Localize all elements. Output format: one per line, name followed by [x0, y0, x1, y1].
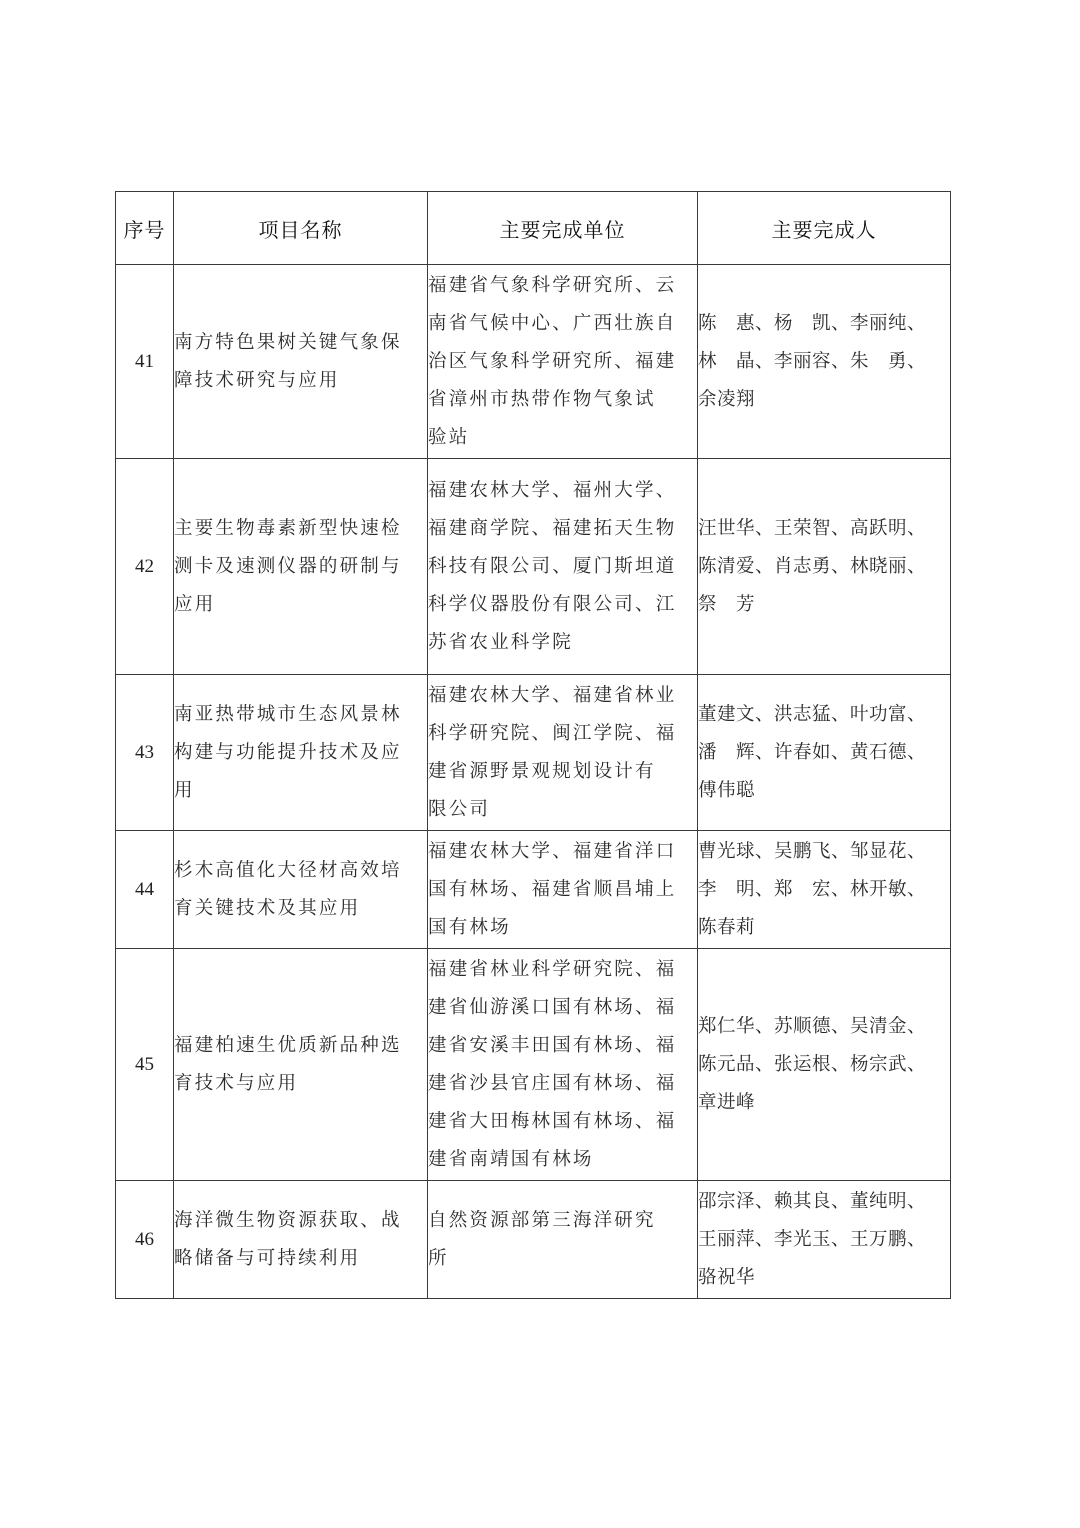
text-line: 福建农林大学、福建省林业 — [428, 684, 677, 706]
table-row — [116, 459, 951, 675]
text-line: 所 — [428, 1247, 449, 1269]
units-cell — [428, 949, 698, 1181]
units-cell — [428, 831, 698, 949]
text-line: 福建商学院、福建拓天生物 — [428, 517, 677, 539]
text-line: 省漳州市热带作物气象试 — [428, 388, 656, 410]
people-cell — [698, 675, 951, 831]
row-index: 44 — [116, 831, 174, 949]
text-line: 祭 芳 — [698, 593, 756, 615]
header-index: 序号 — [116, 192, 174, 265]
text-line: 郑仁华、苏顺德、吴清金、 — [698, 1015, 927, 1037]
text-line: 国有林场 — [428, 916, 511, 938]
table-row — [116, 675, 951, 831]
text-line: 建省大田梅林国有林场、福 — [428, 1110, 677, 1132]
text-line: 苏省农业科学院 — [428, 631, 573, 653]
text-line: 建省源野景观规划设计有 — [428, 760, 656, 782]
text-line: 傅伟聪 — [698, 779, 756, 801]
text-line: 福建农林大学、福建省洋口 — [428, 840, 677, 862]
row-index: 41 — [116, 265, 174, 459]
text-line: 陈清爱、肖志勇、林晓丽、 — [698, 555, 927, 577]
text-line: 科学仪器股份有限公司、江 — [428, 593, 677, 615]
project-name-cell — [174, 831, 428, 949]
text-line: 南省气候中心、广西壮族自 — [428, 312, 677, 334]
people-cell — [698, 265, 951, 459]
text-line: 障技术研究与应用 — [174, 369, 340, 391]
award-projects-table — [115, 191, 951, 1299]
text-line: 验站 — [428, 426, 470, 448]
row-index: 42 — [116, 459, 174, 675]
text-line: 陈 惠、杨 凯、李丽纯、 — [698, 312, 927, 334]
text-line: 潘 辉、许春如、黄石德、 — [698, 741, 927, 763]
text-line: 陈春莉 — [698, 916, 756, 938]
text-line: 章进峰 — [698, 1091, 756, 1113]
table-row — [116, 949, 951, 1181]
text-line: 测卡及速测仪器的研制与 — [174, 555, 402, 577]
text-line: 科学研究院、闽江学院、福 — [428, 722, 677, 744]
project-name-cell — [174, 949, 428, 1181]
text-line: 国有林场、福建省顺昌埔上 — [428, 878, 677, 900]
text-line: 南亚热带城市生态风景林 — [174, 703, 402, 725]
project-name-cell — [174, 1181, 428, 1299]
people-cell — [698, 831, 951, 949]
text-line: 陈元品、张运根、杨宗武、 — [698, 1053, 927, 1075]
text-line: 海洋微生物资源获取、战 — [174, 1209, 402, 1231]
text-line: 汪世华、王荣智、高跃明、 — [698, 517, 927, 539]
header-main-units: 主要完成单位 — [428, 192, 698, 265]
row-index: 45 — [116, 949, 174, 1181]
table-row — [116, 265, 951, 459]
text-line: 科技有限公司、厦门斯坦道 — [428, 555, 677, 577]
text-line: 略储备与可持续利用 — [174, 1247, 361, 1269]
text-line: 王丽萍、李光玉、王万鹏、 — [698, 1228, 927, 1250]
text-line: 建省安溪丰田国有林场、福 — [428, 1034, 677, 1056]
text-line: 骆祝华 — [698, 1266, 756, 1288]
table-row — [116, 1181, 951, 1299]
text-line: 董建文、洪志猛、叶功富、 — [698, 703, 927, 725]
text-line: 林 晶、李丽容、朱 勇、 — [698, 350, 927, 372]
header-main-people: 主要完成人 — [698, 192, 951, 265]
text-line: 应用 — [174, 593, 216, 615]
text-line: 用 — [174, 779, 195, 801]
text-line: 邵宗泽、赖其良、董纯明、 — [698, 1190, 927, 1212]
text-line: 自然资源部第三海洋研究 — [428, 1209, 656, 1231]
units-cell — [428, 1181, 698, 1299]
project-name-cell — [174, 675, 428, 831]
text-line: 限公司 — [428, 798, 491, 820]
text-line: 曹光球、吴鹏飞、邹显花、 — [698, 840, 927, 862]
text-line: 育关键技术及其应用 — [174, 897, 361, 919]
units-cell — [428, 459, 698, 675]
text-line: 构建与功能提升技术及应 — [174, 741, 402, 763]
text-line: 主要生物毒素新型快速检 — [174, 517, 402, 539]
row-index: 46 — [116, 1181, 174, 1299]
text-line: 福建农林大学、福州大学、 — [428, 479, 677, 501]
text-line: 治区气象科学研究所、福建 — [428, 350, 677, 372]
table-row — [116, 831, 951, 949]
project-name-cell — [174, 459, 428, 675]
row-index: 43 — [116, 675, 174, 831]
people-cell — [698, 1181, 951, 1299]
units-cell — [428, 265, 698, 459]
text-line: 建省仙游溪口国有林场、福 — [428, 996, 677, 1018]
project-name-cell — [174, 265, 428, 459]
text-line: 福建省林业科学研究院、福 — [428, 958, 677, 980]
table-header-row — [116, 192, 951, 265]
people-cell — [698, 459, 951, 675]
text-line: 建省沙县官庄国有林场、福 — [428, 1072, 677, 1094]
header-project-name: 项目名称 — [174, 192, 428, 265]
text-line: 育技术与应用 — [174, 1072, 299, 1094]
text-line: 余凌翔 — [698, 388, 756, 410]
people-cell — [698, 949, 951, 1181]
text-line: 南方特色果树关键气象保 — [174, 331, 402, 353]
text-line: 建省南靖国有林场 — [428, 1148, 594, 1170]
text-line: 福建柏速生优质新品种选 — [174, 1034, 402, 1056]
text-line: 杉木高值化大径材高效培 — [174, 859, 402, 881]
text-line: 李 明、郑 宏、林开敏、 — [698, 878, 927, 900]
units-cell — [428, 675, 698, 831]
text-line: 福建省气象科学研究所、云 — [428, 274, 677, 296]
